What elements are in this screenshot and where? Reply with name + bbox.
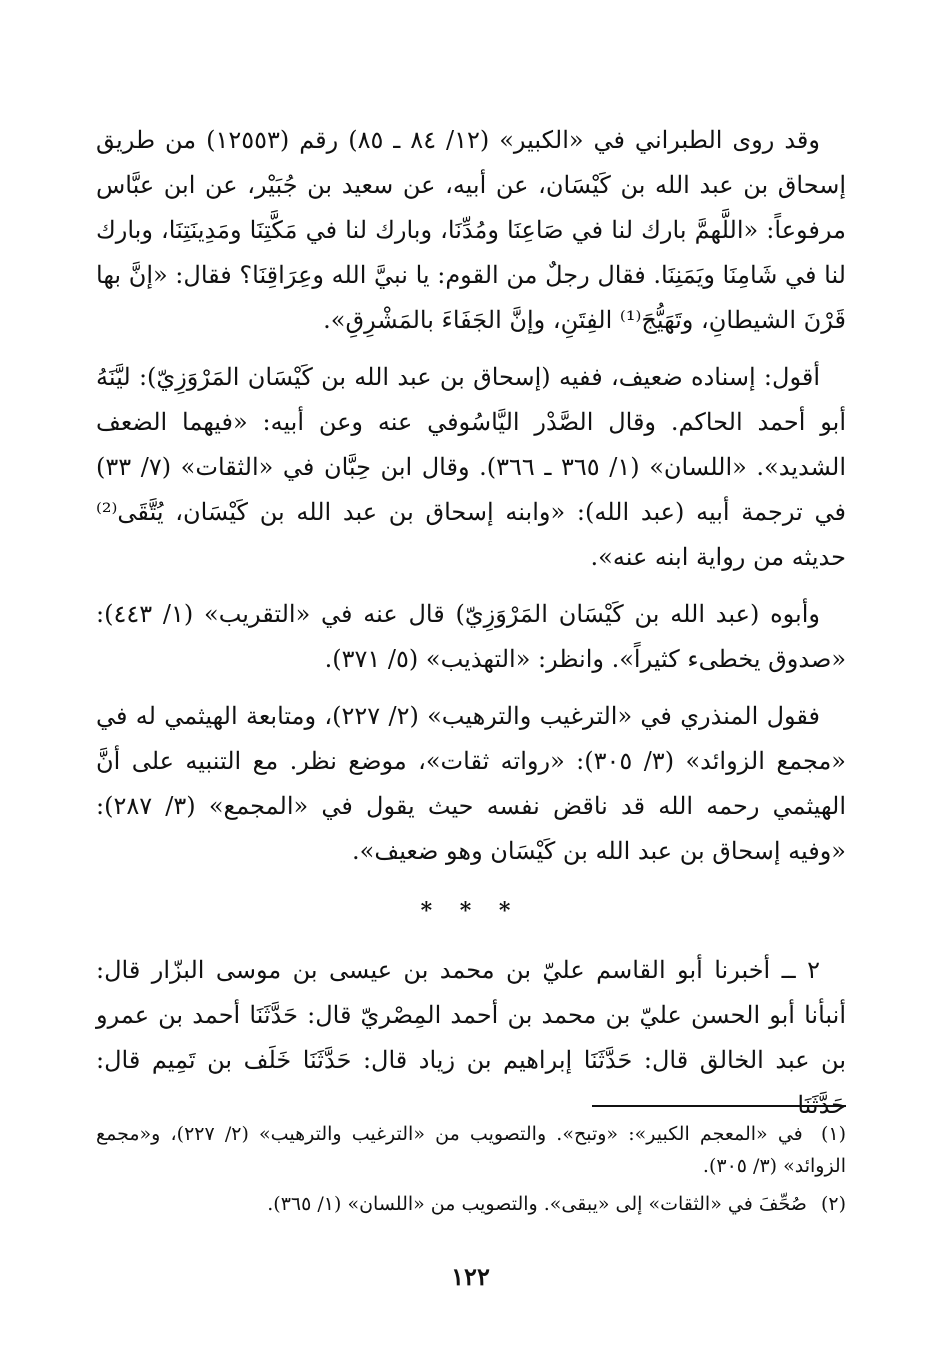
footnote-text: في «المعجم الكبير»: «وتبح». والتصويب من «الترغيب والترهيب» (٢/ ٢٢٧)، و«مجمع الزوائد» (٣/ ٣٠٥). [96, 1123, 846, 1177]
paragraph-father-assessment: وأبوه (عبد الله بن كَيْسَان المَرْوَزِيّ) قال عنه في «التقريب» (١/ ٤٤٣): «صدوق يخطىء كثيراً». وانظر: «التهذيب» (٥/ ٣٧١). [96, 600, 846, 673]
footnote-text: صُحِّفَ في «الثقات» إلى «يبقى». والتصويب من «اللسان» (١/ ٣٦٥). [267, 1193, 807, 1215]
page-number: ١٢٢ [451, 1262, 490, 1291]
footnote-number: (١) [820, 1123, 846, 1145]
paragraph-isnad-assessment: أقول: إسناده ضعيف، ففيه (إسحاق بن عبد الله بن كَيْسَان المَرْوَزِيّ): ليَّنَهُ أبو أحمد الحاكم. وقال الصَّدْر اليَّاسُوفي عنه وعن أبيه: «فيهما الضعف الشديد». «اللسان» (١/ ٣٦٥ ـ ٣٦٦). وقال ابن حِبَّان في «الثقات» (٧/ ٣٣) في ترجمة أبيه (عبد الله): «وابنه إسحاق بن عبد الله بن كَيْسَان، يُتَّقَى⁽²⁾ حديثه من رواية ابنه عنه». [96, 363, 846, 571]
footnote-number: (٢) [820, 1193, 846, 1215]
footnote-divider [592, 1105, 846, 1107]
hadith-2-chain: ٢ ــ أخبرنا أبو القاسم عليّ بن محمد بن عيسى بن موسى البزّار قال: أنبأنا أبو الحسن عليّ بن محمد بن أحمد المِصْريّ قال: حَدَّثَنَا أحمد بن عمرو بن عبد الخالق قال: حَدَّثَنَا إبراهيم بن زياد قال: حَدَّثَنَا خَلَف بن تَمِيم قال: حَدَّثَنَا [96, 956, 846, 1119]
paragraph-tabarani-narration: وقد روى الطبراني في «الكبير» (١٢/ ٨٤ ـ ٨٥) رقم (١٢٥٥٣) من طريق إسحاق بن عبد الله بن كَيْسَان، عن أبيه، عن سعيد بن جُبَيْر، عن ابن عبَّاس مرفوعاً: «اللَّهمَّ بارك لنا في صَاعِنَا ومُدِّنَا، وبارك لنا في مَكَّتِنَا ومَدِينَتِنَا، وبارك لنا في شَامِنَا ويَمَنِنَا. فقال رجلٌ من القوم: يا نبيَّ الله وعِرَاقِنَا؟ فقال: «إنَّ بها قَرْنَ الشيطانِ، وتَهَيُّجَ⁽¹⁾ الفِتَنِ، وإنَّ الجَفَاءَ بالمَشْرِقِ». [96, 126, 846, 334]
footnotes [96, 1118, 846, 1226]
section-separator: * * * [420, 898, 521, 924]
footnote-2 [96, 1188, 846, 1220]
footnote-1 [96, 1118, 846, 1182]
paragraph-mundhiri-critique: فقول المنذري في «الترغيب والترهيب» (٢/ ٢٢٧)، ومتابعة الهيثمي له في «مجمع الزوائد» (٣/ ٣٠٥): «رواته ثقات»، موضع نظر. مع التنبيه على أنَّ الهيثمي رحمه الله قد ناقض نفسه حيث يقول في «المجمع» (٣/ ٢٨٧): «وفيه إسحاق بن عبد الله بن كَيْسَان وهو ضعيف». [96, 702, 847, 865]
main-text [96, 118, 846, 874]
